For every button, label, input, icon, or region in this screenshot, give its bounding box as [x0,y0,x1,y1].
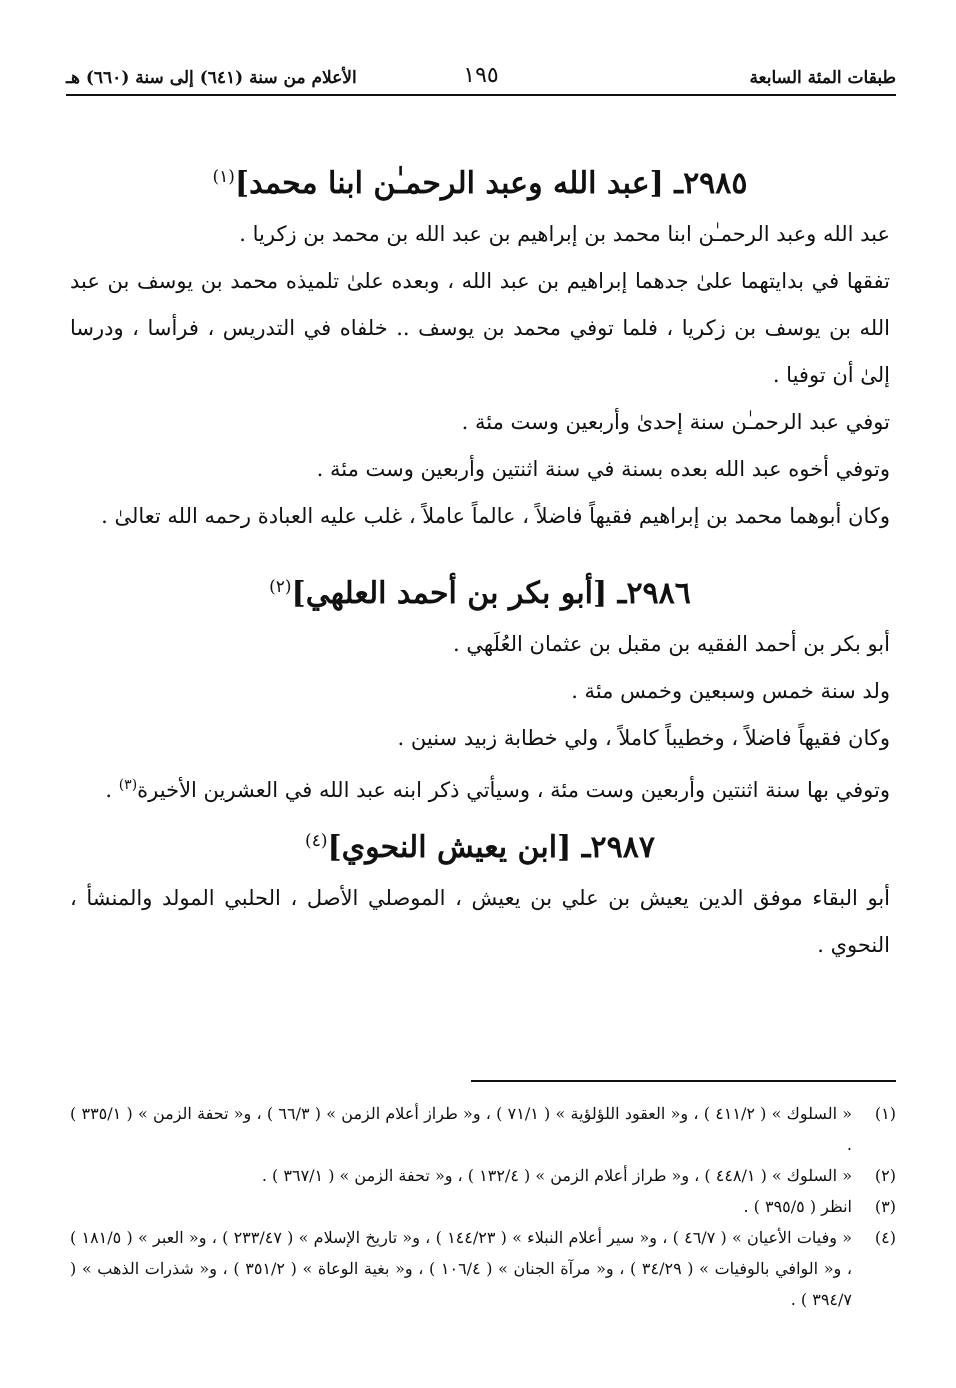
footnote-number: (٣) [874,1197,896,1216]
entry-title-text: ٢٩٨٥ـ [عبد الله وعبد الرحمـٰن ابنا محمد] [234,166,748,201]
entry-paragraph: توفي عبد الرحمـٰن سنة إحدىٰ وأربعين وست مئة . [461,410,890,434]
footnote [70,1160,896,1191]
footnote-ref-3: (٣) [118,777,138,793]
footnote-number: (١) [874,1104,896,1123]
entry-paragraph: وتوفي أخوه عبد الله بعده بسنة في سنة اثنتين وأربعين وست مئة . [316,457,890,481]
entry-paragraph: عبد الله وعبد الرحمـٰن ابنا محمد بن إبراهيم بن عبد الله بن محمد بن زكريا . [239,222,890,246]
entry-title-2986 [70,560,890,621]
entry-paragraph-tail: . [105,778,119,802]
footnote-text: « وفيات الأعيان » ( ٤٦/٧ ) ، و« سير أعلام النبلاء » ( ١٤٤/٢٣ ) ، و« تاريخ الإسلام » ( ٢٣٣/٤٧ ) ، و« العبر » ( ١٨١/٥ ) ، و« الوافي بالوفيات » ( ٣٤/٢٩ ) ، و« مرآة الجنان » ( ١٠٦/٤ ) ، و« بغية الوعاة » ( ٣٥١/٢ ) ، و« شذرات الذهب » ( ٣٩٤/٧ ) . [70,1228,853,1309]
footnote-number: (٤) [874,1228,896,1247]
footnote-ref-1: (١) [212,167,235,187]
footnote-text: انظر ( ٣٩٥/٥ ) . [743,1197,852,1216]
entry-title-2985 [70,150,890,211]
footnote-number: (٢) [874,1166,896,1185]
footnotes [70,1098,896,1315]
footnote-ref-2: (٢) [269,577,292,597]
period-range-title: الأعلام من سنة (٦٤١) إلى سنة (٦٦٠) هـ [66,68,357,88]
footnote-text: « السلوك » ( ٤١١/٢ ) ، و« العقود اللؤلؤية » ( ٧١/١ ) ، و« طراز أعلام الزمن » ( ٦٦/٣ ) ، و« تحفة الزمن » ( ٣٣٥/١ ) . [70,1104,853,1154]
footnote-text: « السلوك » ( ٤٤٨/١ ) ، و« طراز أعلام الزمن » ( ١٣٢/٤ ) ، و« تحفة الزمن » ( ٣٦٧/١ ) . [261,1166,852,1185]
footnote-ref-4: (٤) [305,831,328,851]
entry-title-text: ٢٩٨٦ـ [أبو بكر بن أحمد العلهي] [291,576,691,611]
entry-title-text: ٢٩٨٧ـ [ابن يعيش النحوي] [327,830,655,865]
entry-paragraph: وكان فقيهاً فاضلاً ، وخطيباً كاملاً ، ولي خطابة زبيد سنين . [397,726,890,750]
entry-paragraph: أبو بكر بن أحمد الفقيه بن مقبل بن عثمان العُلَهي . [453,632,890,656]
entry-paragraph: تفقها في بدايتهما علىٰ جدهما إبراهيم بن عبد الله ، وبعده علىٰ تلميذه محمد بن يوسف بن عبد الله بن يوسف بن زكريا ، فلما توفي محمد بن يوسف .. خلفاه في التدريس ، فرأسا ، ودرسا إلىٰ أن توفيا . [70,269,890,387]
page-number: ١٩٥ [463,63,499,88]
page-body [70,150,890,969]
entry-paragraph-text: وتوفي بها سنة اثنتين وأربعين وست مئة ، وسيأتي ذكر ابنه عبد الله في العشرين الأخيرة [137,778,890,802]
entry-paragraph: ولد سنة خمس وسبعين وخمس مئة . [571,679,890,703]
footnote [70,1222,896,1315]
footnote [70,1191,896,1222]
entry-paragraph: أبو البقاء موفق الدين يعيش بن علي بن يعيش ، الموصلي الأصل ، الحلبي المولد والمنشأ ، النحوي . [70,886,890,957]
entry-paragraph: وكان أبوهما محمد بن إبراهيم فقيهاً فاضلاً ، عالماً عاملاً ، غلب عليه العبادة رحمه الله تعالىٰ . [101,504,890,528]
entry-title-2987 [70,814,890,875]
entry-paragraph [70,762,890,814]
footnote-separator [471,1080,896,1082]
running-header [66,60,896,96]
footnote [70,1098,896,1160]
book-section-title: طبقات المئة السابعة [749,68,896,88]
